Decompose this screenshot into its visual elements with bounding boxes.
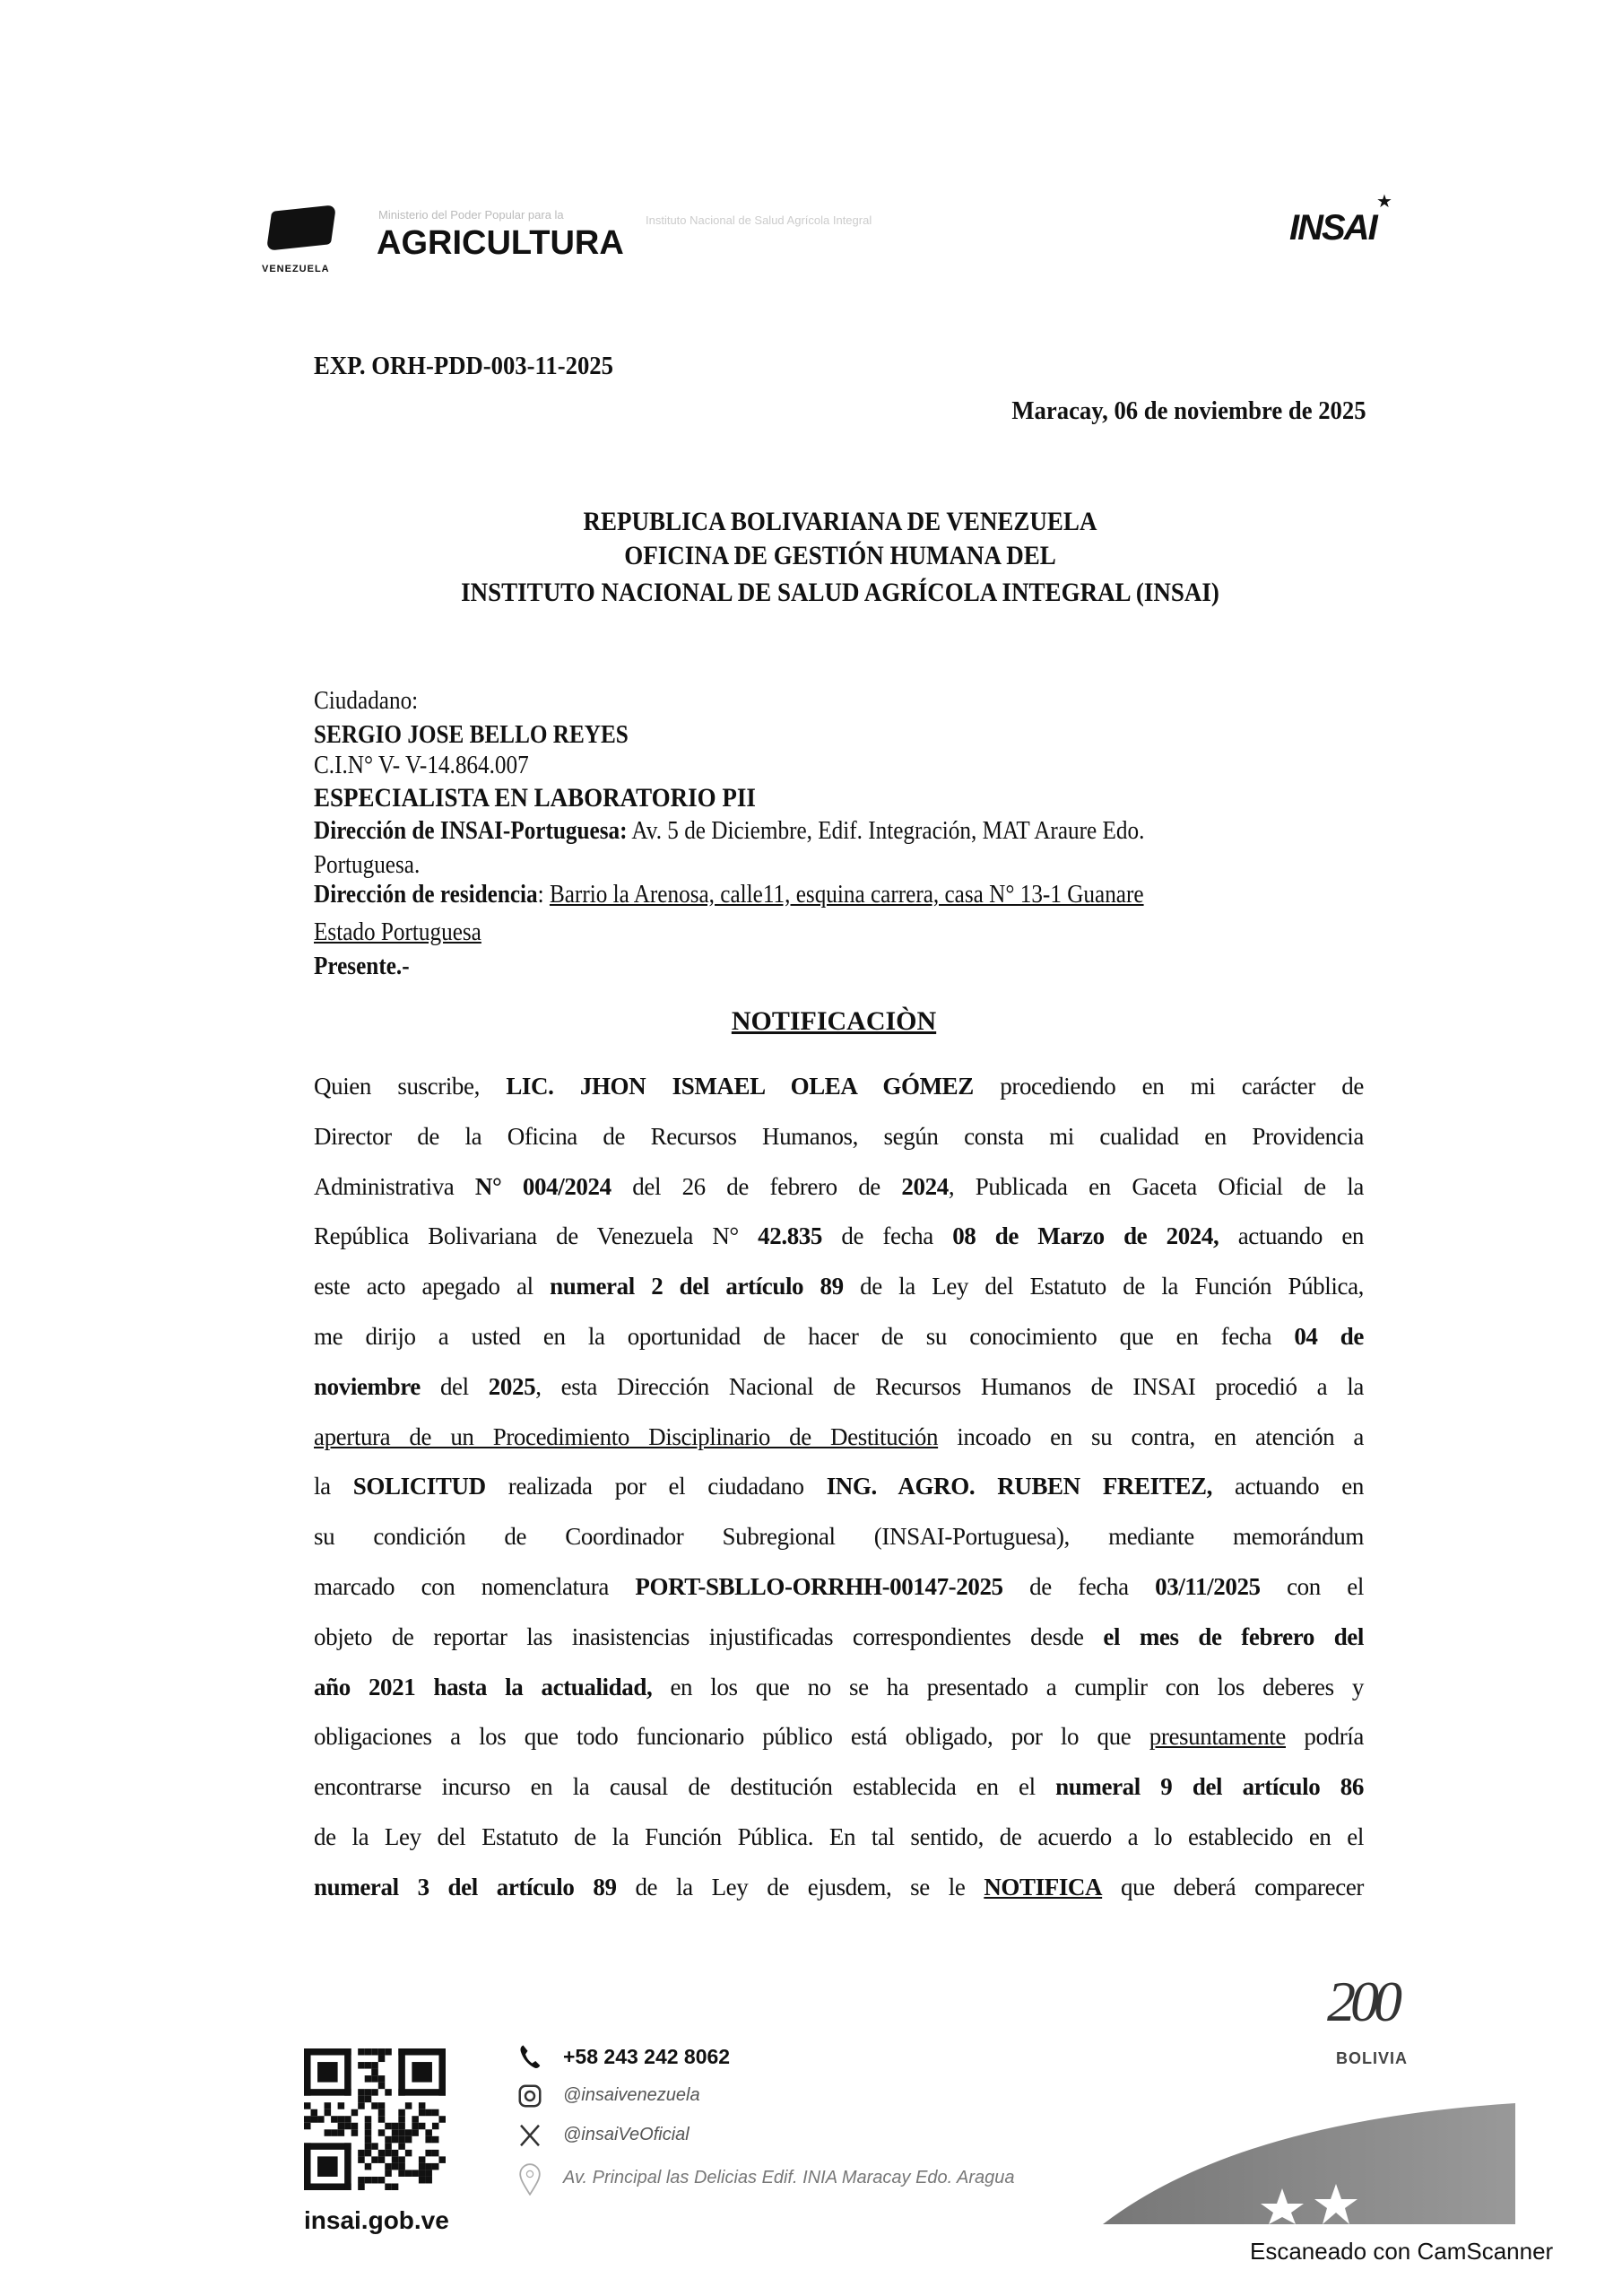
bold-text: SOLICITUD [352,1473,486,1500]
location-pin-icon [516,2163,543,2196]
bold-text: 2025 [488,1372,536,1400]
heading-line-1: REPUBLICA BOLIVARIANA DE VENEZUELA [583,507,1097,536]
phone-icon [516,2043,543,2070]
body-text: de fecha [822,1222,953,1250]
body-text: con el [1260,1572,1364,1600]
body-text: apertura de un Procedimiento Disciplinario de Destitución [314,1422,939,1450]
body-text: su condición de Coordinador Subregional (INSAI-Portuguesa), mediante memorándum [314,1523,1364,1551]
ministry-label: Ministerio del Poder Popular para la [378,208,564,222]
body-text: , Publicada en Gaceta Oficial de la [948,1172,1364,1200]
body-line [314,1674,1364,1724]
body-text: marcado con nomenclatura [314,1572,636,1600]
body-line [314,1523,1364,1573]
website: insai.gob.ve [304,2206,449,2234]
body-text: República Bolivariana de Venezuela N° [314,1222,759,1250]
body-text: de la Ley del Estatuto de la Función Pública, [843,1273,1365,1300]
body-text: de la Ley de ejusdem, se le [616,1873,984,1900]
body-line [314,1123,1364,1173]
office-label: Dirección de INSAI-Portuguesa: [314,817,628,845]
body-text: que deberá comparecer [1102,1873,1364,1900]
body-text: Director de la Oficina de Recursos Humanos, según consta mi cualidad en Providencia [314,1122,1364,1150]
body-text: , esta Dirección Nacional de Recursos Humanos de INSAI procedió a la [535,1372,1364,1400]
ministry-name: AGRICULTURA [377,224,624,262]
qr-code [304,2047,446,2192]
insai-logo: INSAI [1289,208,1376,248]
instagram-handle: @insaivenezuela [563,2085,700,2105]
body-text: me dirijo a usted en la oportunidad de hacer de su conocimiento que en fecha [314,1322,1295,1350]
bold-text: noviembre [314,1372,421,1400]
bold-text: 2024 [901,1172,949,1200]
bold-text: 08 de Marzo de 2024, [952,1222,1219,1250]
instagram-icon [516,2083,543,2109]
colon: : [537,881,550,909]
bold-text: N° 004/2024 [474,1172,612,1200]
body-line [314,1573,1364,1623]
body-line [314,1222,1364,1273]
body-text: procediendo en mi carácter de [973,1073,1364,1100]
body-text: Administrativa [314,1172,475,1200]
expediente-number: EXP. ORH-PDD-003-11-2025 [314,352,613,380]
bold-text: el mes de febrero del [1103,1622,1364,1650]
body-text: podría [1286,1723,1364,1751]
document-date: Maracay, 06 de noviembre de 2025 [1011,396,1366,425]
body-text: Quien suscribe, [314,1073,507,1100]
body-line [314,1173,1364,1223]
residence-value: Barrio la Arenosa, calle11, esquina carrera, casa N° 13-1 Guanare [549,881,1144,909]
bold-text: año 2021 hasta la actualidad, [314,1673,653,1700]
body-line [314,1773,1364,1823]
office-address [314,815,1144,848]
star-icon: ★ [1376,192,1392,212]
postal-address: Av. Principal las Delicias Edif. INIA Maracay Edo. Aragua [563,2168,1015,2187]
body-text: realizada por el ciudadano [485,1473,827,1500]
residence-address [314,879,1144,911]
body-text: incoado en su contra, en atención a [938,1422,1364,1450]
body-line [314,1073,1364,1123]
notification-body [314,1073,1364,1924]
body-text: de la Ley del Estatuto de la Función Pública. En tal sentido, de acuerdo a lo establecido en el [314,1822,1364,1850]
body-text: de fecha [1002,1572,1156,1600]
body-line [314,1273,1364,1323]
body-line [314,1473,1364,1523]
x-twitter-icon [516,2122,543,2149]
recipient-name: SERGIO JOSE BELLO REYES [314,721,629,749]
bicentennial-label: BOLIVIA [1336,2049,1409,2067]
bold-text: PORT-SBLLO-ORRHH-00147-2025 [635,1572,1003,1600]
body-text: actuando en [1211,1473,1364,1500]
body-text: este acto apegado al [314,1273,551,1300]
bold-text: LIC. JHON ISMAEL OLEA GÓMEZ [506,1073,974,1100]
recipient-position: ESPECIALISTA EN LABORATORIO PII [314,783,756,813]
body-line [314,1373,1364,1423]
office-address-cont: Portuguesa. [314,851,421,879]
body-line [314,1874,1364,1924]
body-text: en los que no se ha presentado a cumplir con los deberes y [652,1673,1364,1700]
bold-text: 03/11/2025 [1155,1572,1261,1600]
notification-title: NOTIFICACIÒN [731,1006,937,1036]
heading-line-2: OFICINA DE GESTIÓN HUMANA DEL [624,541,1056,570]
bold-text: numeral 3 del artículo 89 [314,1873,617,1900]
bold-text: 04 de [1294,1322,1364,1350]
heading-line-3: INSTITUTO NACIONAL DE SALUD AGRÍCOLA INTEGRAL (INSAI) [461,578,1219,607]
body-text: encontrarse incurso en la causal de destitución establecida en el [314,1773,1056,1801]
body-line [314,1723,1364,1773]
office-value: Av. 5 de Diciembre, Edif. Integración, MAT Araure Edo. [627,817,1145,845]
institute-label: Instituto Nacional de Salud Agrícola Integral [646,213,872,227]
presente: Presente.- [314,952,410,980]
body-text: presuntamente [1149,1723,1286,1751]
salutation: Ciudadano: [314,687,419,715]
country-label: VENEZUELA [262,264,330,274]
x-handle: @insaiVeOficial [563,2125,690,2144]
body-text: del [420,1372,489,1400]
bold-text: 42.835 [758,1222,823,1250]
recipient-ci: C.I.N° V- V-14.864.007 [314,752,529,779]
camscanner-watermark: Escaneado con CamScanner [1250,2238,1554,2265]
body-text: del 26 de febrero de [611,1172,902,1200]
body-text: objeto de reportar las inasistencias injustificadas correspondientes desde [314,1622,1104,1650]
body-text: actuando en [1219,1222,1364,1250]
body-line [314,1823,1364,1874]
body-text: la [314,1473,353,1500]
residence-label: Dirección de residencia [314,881,538,909]
bicentennial-logo: 200 [1327,1970,1397,2033]
body-text: obligaciones a los que todo funcionario público está obligado, por lo que [314,1723,1149,1751]
bold-text: numeral 9 del artículo 86 [1055,1773,1364,1801]
residence-address-cont: Estado Portuguesa [314,918,481,946]
body-line [314,1423,1364,1474]
flag-stars-decoration [1103,2103,1515,2224]
body-line [314,1323,1364,1373]
bold-text: ING. AGRO. RUBEN FREITEZ, [826,1473,1212,1500]
bold-text: numeral 2 del artículo 89 [550,1273,844,1300]
phone-number: +58 243 242 8062 [563,2045,731,2068]
bold-text: NOTIFICA [984,1873,1103,1900]
body-line [314,1623,1364,1674]
venezuela-flag-logo [266,204,336,251]
